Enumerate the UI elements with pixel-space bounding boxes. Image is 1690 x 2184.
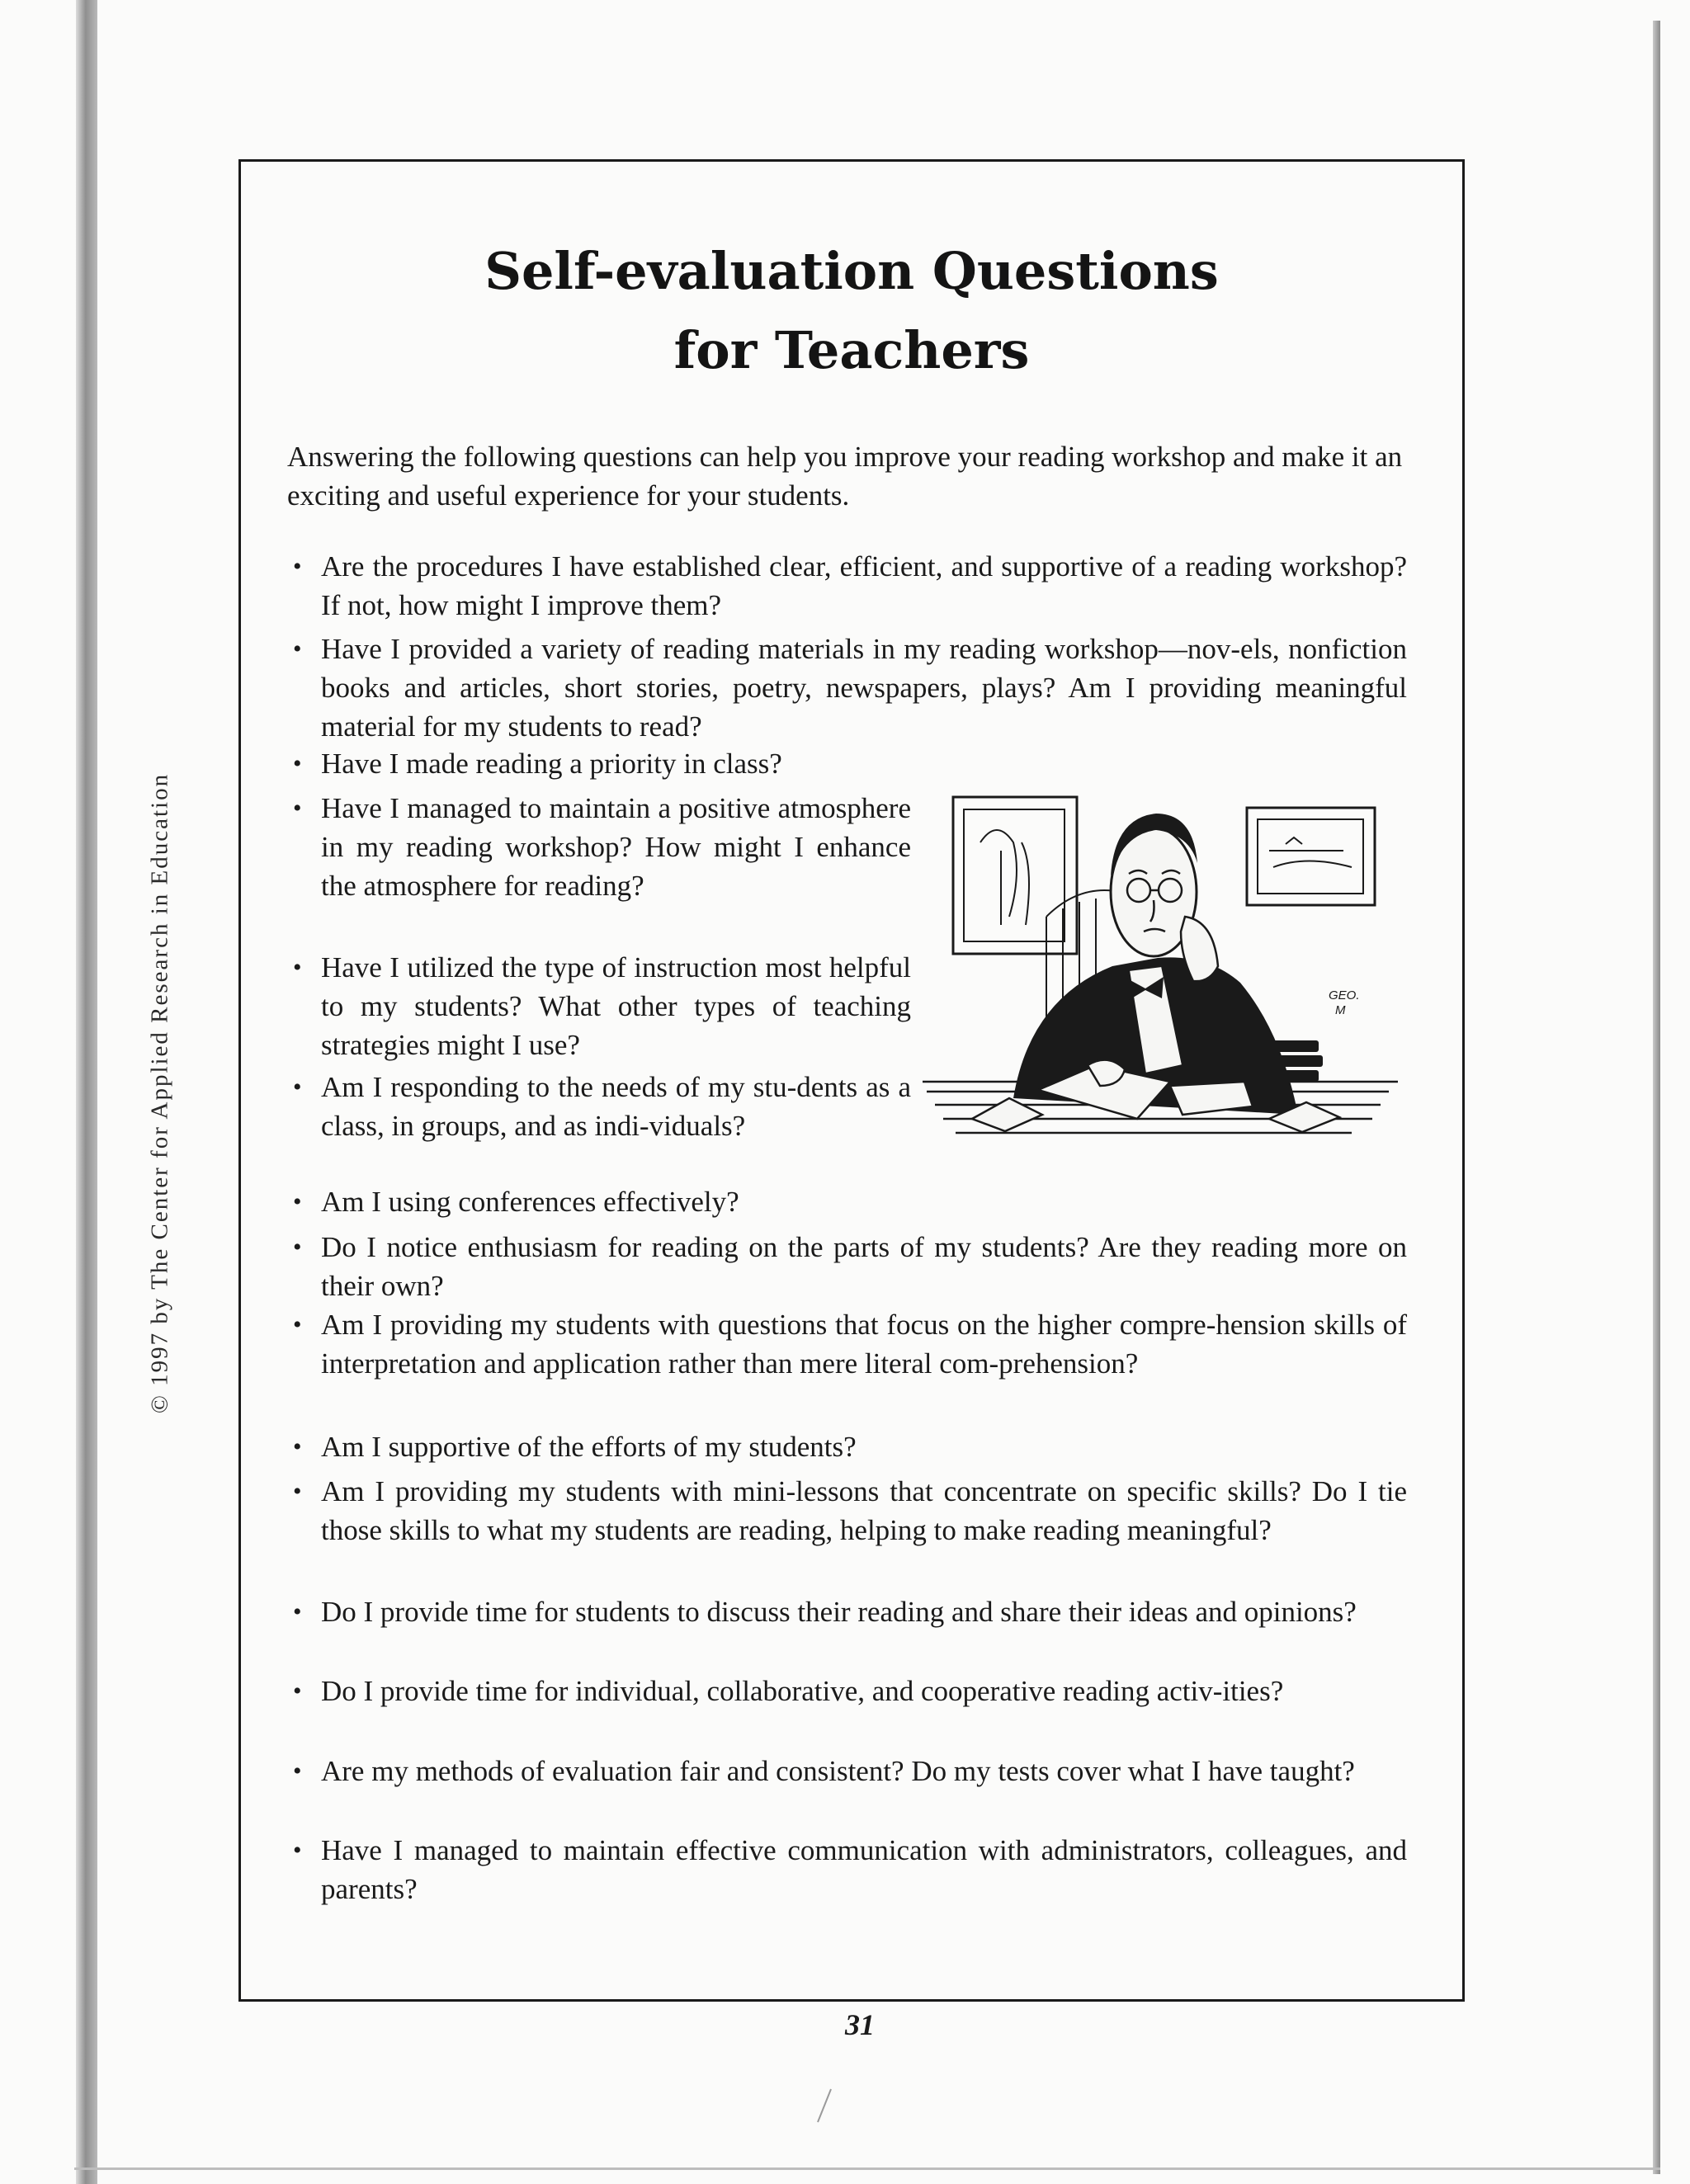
question-item: • Have I managed to maintain a positive atmosphere in my reading workshop? How might I enhance the atmosphere for reading?: [288, 789, 911, 905]
question-item: • Am I using conferences effectively?: [288, 1182, 1407, 1221]
question-item: • Am I providing my students with questions that focus on the higher compre-hension skills of interpretation and application rather than mere literal com-prehension?: [288, 1305, 1407, 1383]
question-item: • Do I notice enthusiasm for reading on the parts of my students? Are they reading more on their own?: [288, 1228, 1407, 1305]
question-item: • Do I provide time for individual, collaborative, and cooperative reading activ-ities?: [288, 1672, 1407, 1710]
question-item: • Have I provided a variety of reading materials in my reading workshop—nov-els, nonfiction books and articles, short stories, poetry, newspapers, plays? Am I providing meaningful material for my students to read?: [288, 630, 1407, 746]
content-frame: [238, 159, 1465, 2002]
question-item: • Are my methods of evaluation fair and consistent? Do my tests cover what I have taught?: [288, 1752, 1407, 1790]
question-item: • Have I managed to maintain effective communication with administrators, colleagues, and parents?: [288, 1831, 1407, 1908]
question-item: • Am I providing my students with mini-lessons that concentrate on specific skills? Do I tie those skills to what my students are reading, helping to make reading meaningful?: [288, 1472, 1407, 1550]
page-title: [241, 232, 1462, 390]
scan-edge-left: [76, 0, 97, 2184]
question-item: • Have I utilized the type of instruction most helpful to my students? What other types of teaching strategies might I use?: [288, 948, 911, 1064]
question-item: • Am I supportive of the efforts of my students?: [288, 1427, 1407, 1466]
intro-paragraph: Answering the following questions can help you improve your reading workshop and make it an exciting and useful experience for your students.: [287, 441, 1403, 512]
svg-text:GEO.: GEO.: [1329, 988, 1360, 1002]
page-number: 31: [845, 2008, 875, 2041]
teacher-cartoon-illustration: [923, 793, 1398, 1181]
title-line-1: Self-evaluation Questions: [484, 241, 1219, 301]
question-item: • Do I provide time for students to discuss their reading and share their ideas and opinions?: [288, 1592, 1407, 1631]
question-item: • Have I made reading a priority in class?: [288, 744, 940, 783]
title-line-2: for Teachers: [673, 320, 1030, 380]
question-item: • Are the procedures I have established clear, efficient, and supportive of a reading workshop? If not, how might I improve them?: [288, 547, 1407, 625]
pencil-stray-mark: [813, 2086, 838, 2127]
question-item: • Am I responding to the needs of my stu-dents as a class, in groups, and as indi-viduals?: [288, 1068, 911, 1145]
scan-edge-right: [1653, 21, 1660, 2174]
svg-text:M: M: [1335, 1003, 1346, 1017]
copyright-notice: © 1997 by The Center for Applied Research in Education: [146, 772, 173, 1414]
scan-edge-bottom: [74, 2167, 1660, 2170]
